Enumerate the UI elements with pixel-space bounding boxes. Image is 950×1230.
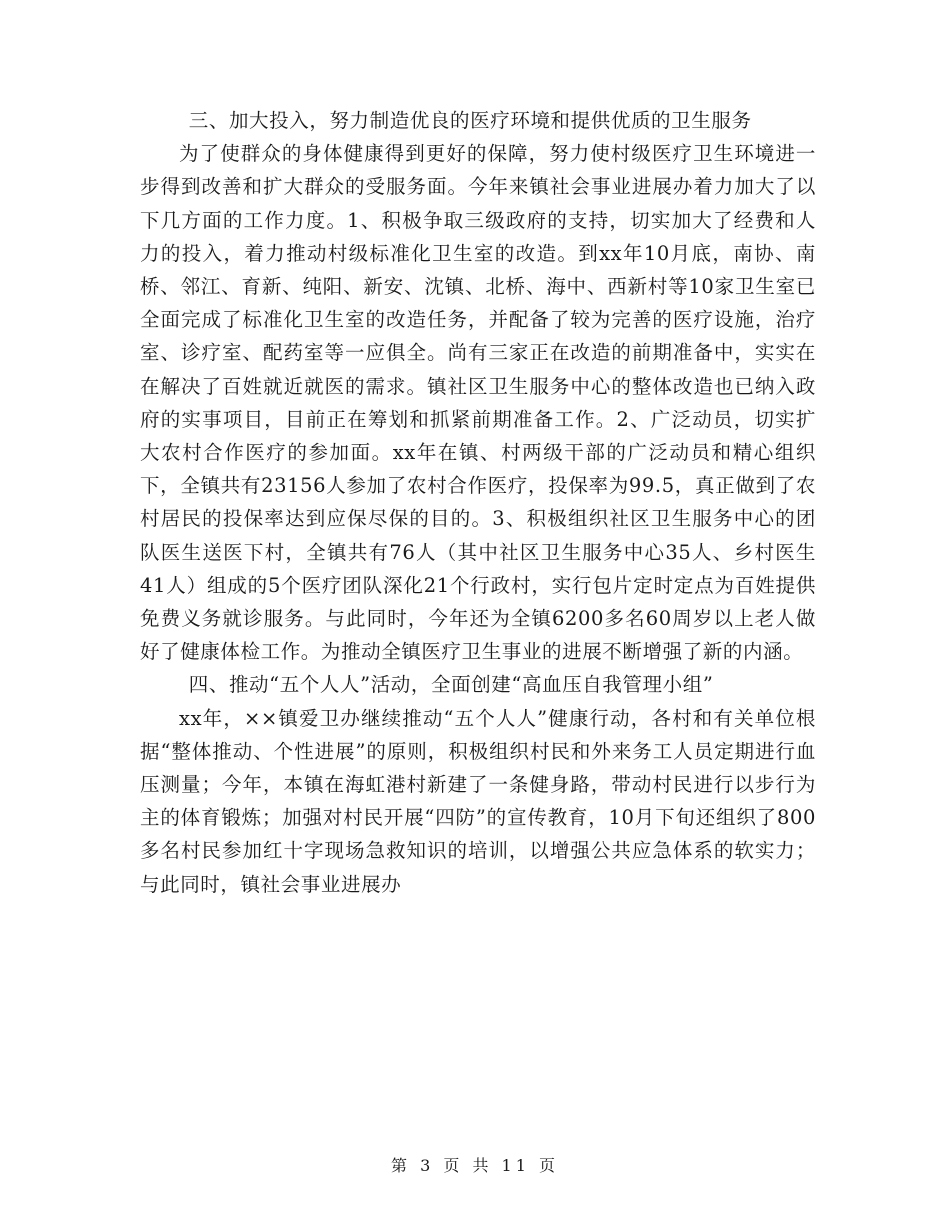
body-paragraph-2: xx年，××镇爱卫办继续推动“五个人人”健康行动，各村和有关单位根据“整体推动、个性进展”的原则，积极组织村民和外来务工人员定期进行血压测量；今年，本镇在海虹港村新建了一条健身路，带动村民进行以步行为主的体育锻炼；加强对村民开展“四防”的宣传教育，10月下旬还组织了800多名村民参加红十字现场急救知识的培训，以增强公共应急体系的软实力；与此同时，镇社会事业进展办 — [140, 706, 816, 896]
page-footer: 第 3 页 共 11 页 — [391, 1156, 559, 1175]
document-body — [140, 104, 816, 901]
section-heading-4: 四、推动“五个人人”活动，全面创建“高血压自我管理小组” — [188, 673, 714, 697]
body-paragraph-1: 为了使群众的身体健康得到更好的保障，努力使村级医疗卫生环境进一步得到改善和扩大群众的受服务面。今年来镇社会事业进展办着力加大了以下几方面的工作力度。1、积极争取三级政府的支持，切实加大了经费和人力的投入，着力推动村级标准化卫生室的改造。到xx年10月底，南协、南桥、邻江、育新、纯阳、新安、沈镇、北桥、海中、西新村等10家卫生室已全面完成了标准化卫生室的改造任务，并配备了较为完善的医疗设施，治疗室、诊疗室、配药室等一应俱全。尚有三家正在改造的前期准备中，实实在在解决了百姓就近就医的需求。镇社区卫生服务中心的整体改造也已纳入政府的实事项目，目前正在筹划和抓紧前期准备工作。2、广泛动员，切实扩大农村合作医疗的参加面。xx年在镇、村两级干部的广泛动员和精心组织下，全镇共有23156人参加了农村合作医疗，投保率为99.5，真正做到了农村居民的投保率达到应保尽保的目的。3、积极组织社区卫生服务中心的团队医生送医下村，全镇共有76人（其中社区卫生服务中心35人、乡村医生41人）组成的5个医疗团队深化21个行政村，实行包片定时定点为百姓提供免费义务就诊服务。与此同时，今年还为全镇6200多名60周岁以上老人做好了健康体检工作。为推动全镇医疗卫生事业的进展不断增强了新的内涵。 — [140, 142, 816, 664]
section-heading-3: 三、加大投入，努力制造优良的医疗环境和提供优质的卫生服务 — [188, 109, 752, 132]
